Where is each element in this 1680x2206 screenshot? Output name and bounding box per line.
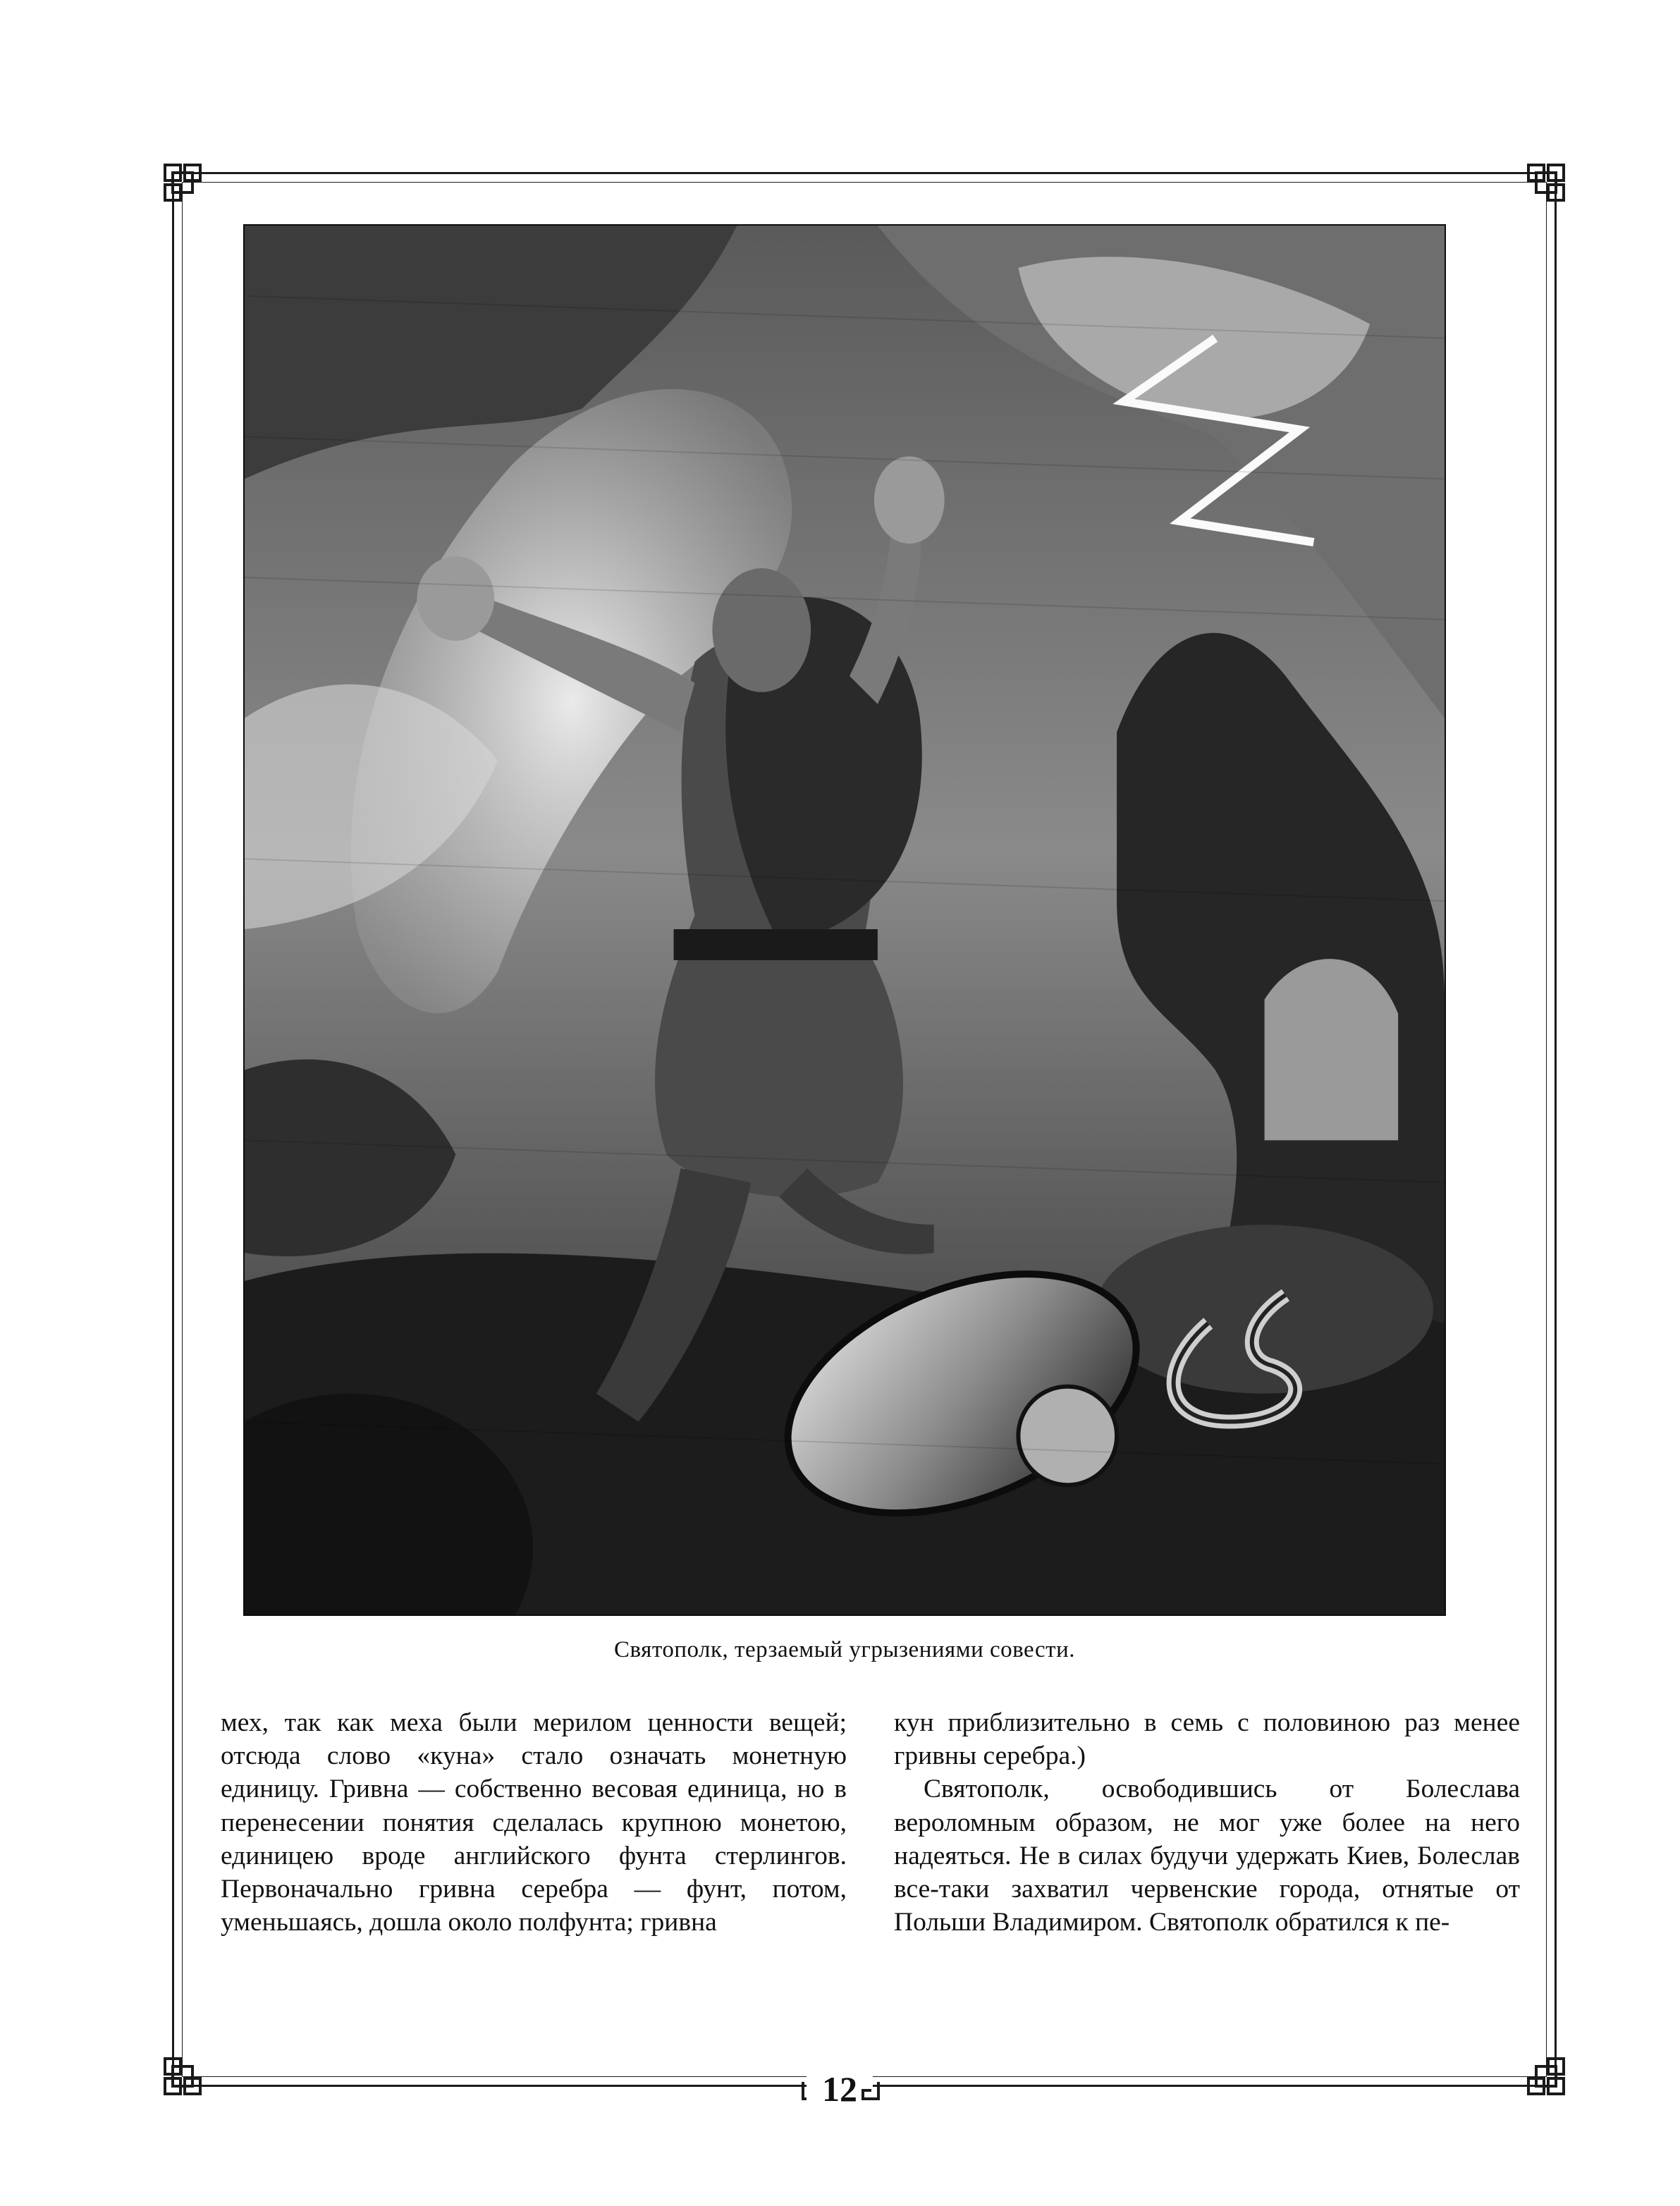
paragraph: Святополк, освободившись от Болеслава вероломным образом, не мог уже более на него надеяться. Не в силах будучи удержать Киев, Болеслав все-таки захватил червенские города, отнятые от Польши Владимиром. Святополк обратился к пе- [894, 1775, 1520, 1937]
corner-ornament-icon [159, 159, 206, 206]
illustration [243, 224, 1446, 1616]
text-column-right [894, 1706, 1520, 1939]
illustration-caption: Святополк, терзаемый угрызениями совести. [614, 1637, 1075, 1662]
paragraph: кун приблизительно в семь с половиною раз менее гривны серебра.) [894, 1708, 1520, 1771]
page-footer [0, 2069, 1680, 2112]
page-number: 12 [807, 2069, 873, 2109]
paragraph: мех, так как меха были мерилом ценности вещей; отсюда слово «куна» стало означать монетную единицу. Гривна — собственно весовая единица, но в перенесении понятия сделалась крупною монетою, единицею вроде английского фунта стерлингов. Первоначально гривна серебра — фунт, потом, уменьшаясь, дошла около полфунта; гривна [221, 1708, 847, 1937]
text-column-left [221, 1706, 847, 1939]
footer-ornament-icon [859, 2079, 883, 2103]
corner-ornament-icon [1523, 159, 1569, 206]
engraving-svyatopolk-storm-icon [245, 226, 1445, 1614]
